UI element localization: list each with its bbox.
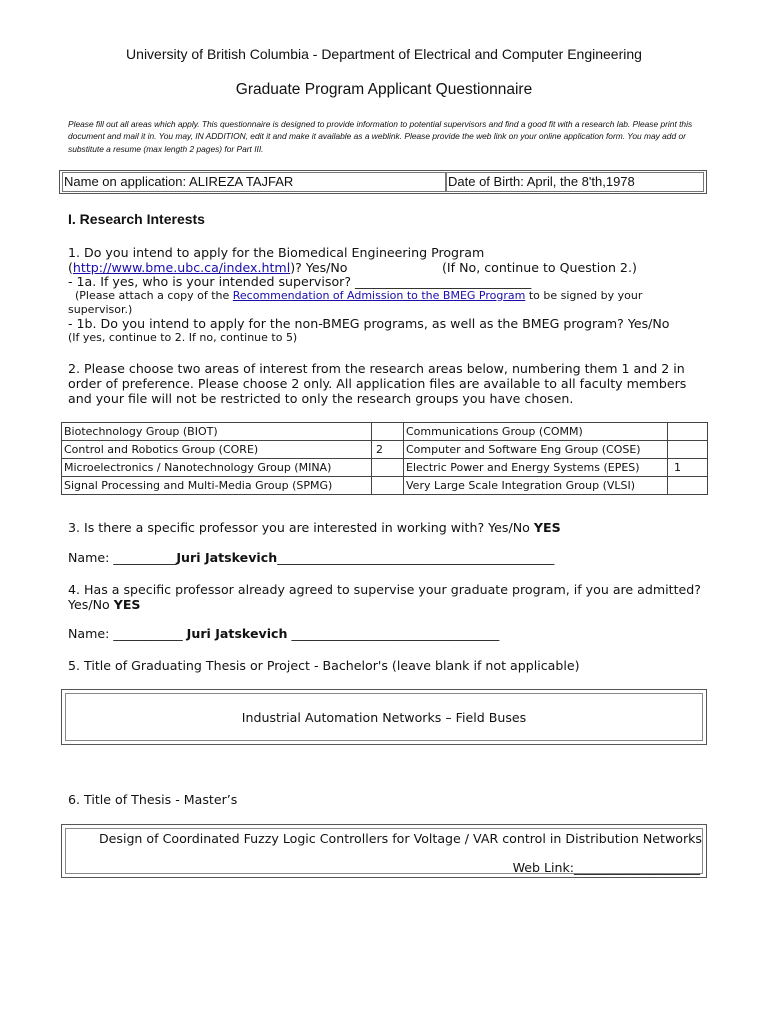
area-label: Biotechnology Group (BIOT) [62,423,372,441]
table-row [62,477,708,495]
area-choice-cell[interactable] [668,423,708,441]
area-label: Computer and Software Eng Group (COSE) [404,441,668,459]
q2-line1: 2. Please choose two areas of interest from the research areas below, numbering them 1 and 2 in [68,361,685,376]
q4-professor-name[interactable]: Juri Jatskevich [186,626,288,641]
q1b-question: - 1b. Do you intend to apply for the non-BMEG programs, as well as the BMEG program? Yes/No [68,316,670,331]
university-header: University of British Columbia - Department of Electrical and Computer Engineering [126,46,642,62]
q1-open-paren: ( [68,260,73,275]
q2-line2: order of preference. Please choose 2 only. All application files are available to all faculty members [68,376,687,391]
master-thesis-title: Design of Coordinated Fuzzy Logic Controllers for Voltage / VAR control in Distribution Networks [98,831,702,846]
q4-line2 [68,597,141,612]
web-link-field[interactable]: Web Link:____________________ [512,860,700,875]
research-areas-table [61,422,708,495]
bmeg-recommendation-link[interactable]: Recommendation of Admission to the BMEG Program [232,289,526,302]
q5-answer-box [61,689,707,745]
area-label: Communications Group (COMM) [404,423,668,441]
area-choice-cell[interactable]: 2 [372,441,404,459]
attach-post: to be signed by your [525,289,643,302]
q1-if-no: (If No, continue to Question 2.) [442,260,637,275]
q6-question: 6. Title of Thesis - Master’s [68,792,238,807]
q3-professor-name[interactable]: Juri Jatskevich [176,550,278,565]
table-row [62,459,708,477]
bme-program-link[interactable]: http://www.bme.ubc.ca/index.html [72,260,291,275]
q1a-supervisor: supervisor.) [68,303,133,316]
area-label: Microelectronics / Nanotechnology Group (MINA) [62,459,372,477]
area-choice-cell[interactable] [372,423,404,441]
q3-name-label: Name: __________ [68,550,177,565]
q4-line1: 4. Has a specific professor already agreed to supervise your graduate program, if you are admitted? [68,582,701,597]
q3-question [68,520,561,535]
q3-answer: YES [533,520,561,535]
q1a-attach-note [75,289,642,302]
attach-pre: (Please attach a copy of the [75,289,233,302]
q3-name-line [68,550,554,565]
q3-name-trail: ____________________________________________ [277,550,555,565]
intro-text: Please fill out all areas which apply. This questionnaire is designed to provide information to potential supervisors and find a good fit with a research lab. Please print this document and mail it in. You may, IN ADDITION, edit it and make it available as a weblink. Please provide the web link on your online application form. You may add or substitute a resume (max length 2 pages) for Part III. [68,119,693,154]
area-label: Electric Power and Energy Systems (EPES) [404,459,668,477]
applicant-box [59,170,707,194]
area-choice-cell[interactable]: 1 [668,459,708,477]
area-choice-cell[interactable] [372,459,404,477]
area-choice-cell[interactable] [668,477,708,495]
q6-answer-box [61,824,707,878]
bachelor-thesis-title: Industrial Automation Networks – Field Buses [241,710,527,725]
area-label: Very Large Scale Integration Group (VLSI) [404,477,668,495]
page-title: Graduate Program Applicant Questionnaire [235,81,533,98]
q5-answer-field[interactable] [65,693,703,741]
area-choice-cell[interactable] [668,441,708,459]
q1b-note: (If yes, continue to 2. If no, continue to 5) [68,331,298,344]
section-heading-research-interests: I. Research Interests [68,211,205,227]
q4-answer: YES [113,597,141,612]
q1-line1: 1. Do you intend to apply for the Biomedical Engineering Program [68,245,485,260]
q4-yes-no: Yes/No [68,597,114,612]
table-row [62,423,708,441]
q4-name-label: Name: ___________ [68,626,187,641]
q6-answer-field[interactable] [65,828,703,874]
area-label: Signal Processing and Multi-Media Group (SPMG) [62,477,372,495]
q5-question: 5. Title of Graduating Thesis or Project - Bachelor's (leave blank if not applicable) [68,658,580,673]
area-label: Control and Robotics Group (CORE) [62,441,372,459]
name-on-application: Name on application: ALIREZA TAJFAR [64,174,294,189]
q3-text: 3. Is there a specific professor you are interested in working with? Yes/No [68,520,534,535]
area-choice-cell[interactable] [372,477,404,495]
name-field[interactable] [62,172,446,192]
q1-line2 [68,260,348,275]
q2-line3: and your file will not be restricted to only the research groups you have chosen. [68,391,574,406]
q1a-question: - 1a. If yes, who is your intended supervisor? ____________________________ [68,274,532,289]
date-of-birth: Date of Birth: April, the 8'th,1978 [448,174,635,189]
q4-name-line [68,626,499,641]
table-row [62,441,708,459]
q4-name-trail: _________________________________ [287,626,500,641]
q1-yes-no: )? Yes/No [290,260,348,275]
dob-field[interactable] [446,172,704,192]
